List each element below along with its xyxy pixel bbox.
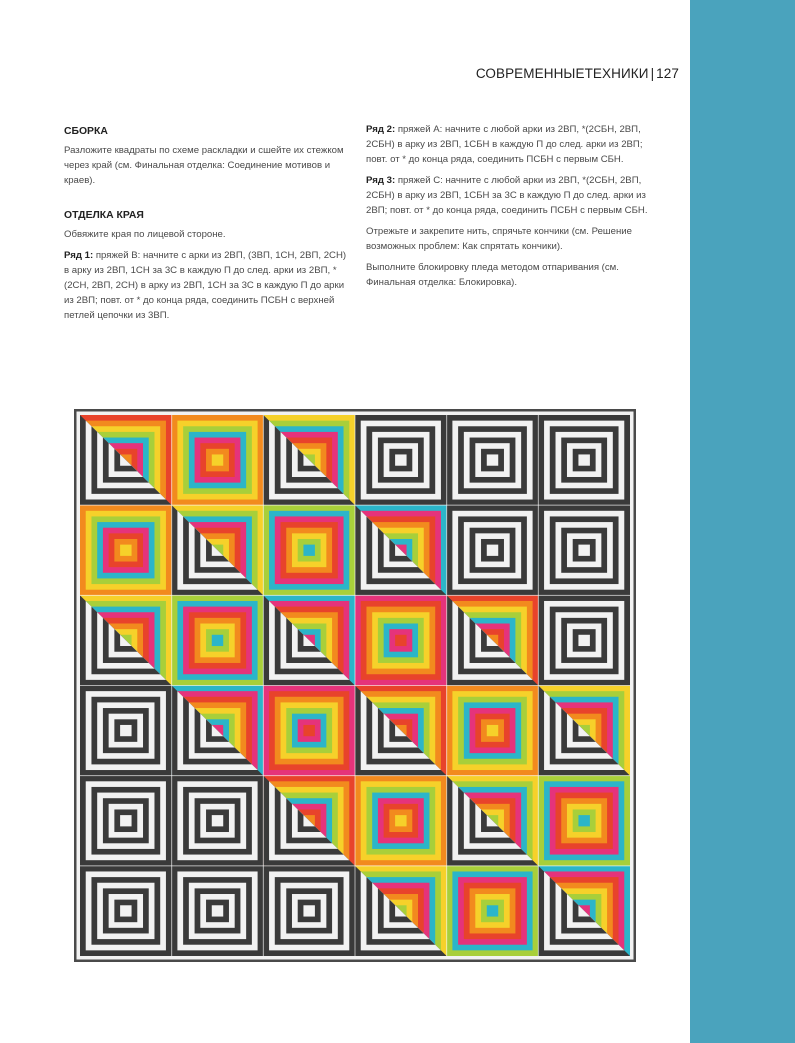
edging-heading: ОТДЕЛКА КРАЯ: [64, 210, 144, 221]
blanket-square: [80, 595, 172, 685]
blanket-square: [447, 415, 539, 505]
blanket-square: [538, 595, 630, 685]
blanket-square: [263, 686, 355, 776]
blanket-square: [355, 505, 447, 595]
side-color-strip: [690, 0, 795, 1043]
blanket-square: [263, 776, 355, 866]
row1-label: Ряд 1:: [64, 250, 94, 261]
blanket-square: [172, 686, 264, 776]
square-ring: [120, 725, 131, 736]
blanket-square: [355, 595, 447, 685]
blanket-square: [447, 866, 539, 956]
right-text-column: [366, 122, 651, 296]
row2-instruction: [366, 122, 651, 167]
square-ring: [395, 454, 406, 465]
left-text-column: [64, 122, 349, 329]
row3-instruction: [366, 173, 651, 218]
assembly-heading: СБОРКА: [64, 126, 108, 137]
blanket-square: [355, 415, 447, 505]
blanket-square: [80, 505, 172, 595]
blanket-square: [447, 595, 539, 685]
finish-text: Отрежьте и закрепите нить, спрячьте кончики (см. Решение возможных проблем: Как спрятать кончики).: [366, 226, 632, 252]
square-ring: [120, 815, 131, 826]
blocking-text: Выполните блокировку пледа методом отпаривания (см. Финальная отделка: Блокировка).: [366, 262, 619, 288]
square-ring: [578, 635, 589, 646]
blanket-square: [355, 776, 447, 866]
blanket-square: [80, 776, 172, 866]
blanket-square: [172, 415, 264, 505]
blanket-square: [538, 686, 630, 776]
blanket-square: [538, 415, 630, 505]
blanket-square: [80, 686, 172, 776]
edging-text: Обвяжите края по лицевой стороне.: [64, 229, 226, 240]
assembly-text: Разложите квадраты по схеме раскладки и сшейте их стежком через край (см. Финальная отделка: Соединение мотивов и краев).: [64, 145, 344, 186]
blanket-square: [355, 686, 447, 776]
square-ring: [120, 905, 131, 916]
blanket-square: [447, 686, 539, 776]
blanket-square: [538, 776, 630, 866]
square-ring: [212, 905, 223, 916]
blanket-square: [447, 776, 539, 866]
blanket-square: [263, 866, 355, 956]
blanket-square: [538, 866, 630, 956]
row3-label: Ряд 3:: [366, 175, 396, 186]
section-title: СОВРЕМЕННЫЕТЕХНИКИ: [475, 66, 649, 81]
blanket-square: [263, 415, 355, 505]
square-ring: [487, 545, 498, 556]
square-ring: [303, 905, 314, 916]
square-ring: [578, 545, 589, 556]
row2-label: Ряд 2:: [366, 124, 396, 135]
blanket-square: [538, 505, 630, 595]
blanket-square: [80, 866, 172, 956]
row1-text: пряжей B: начните с арки из 2ВП, (3ВП, 1СН, 2ВП, 2СН) в арку из 2ВП, 1СН за 3С в каждую П до след. арки из 2ВП, *(2СН, 2ВП, 2СН) в арку из 2ВП, 1СН за 3С в каждую П до арки из 2ВП; повт. от * до конца ряда, соединить ПСБН с верхней петлей цепочки из 3ВП.: [64, 250, 347, 321]
blanket-square: [80, 415, 172, 505]
blanket-square: [172, 866, 264, 956]
blanket-square: [172, 505, 264, 595]
running-head: [476, 66, 679, 81]
row2-text: пряжей A: начните с любой арки из 2ВП, *(2СБН, 2ВП, 2СБН) в арку из 2ВП, 1СБН в каждую П до след. арки из 2ВП; повт. от * до конца ряда, соединить ПСБН с первым СБН.: [366, 124, 643, 165]
blanket-square: [172, 595, 264, 685]
square-ring: [487, 454, 498, 465]
page-number: 127: [656, 66, 679, 81]
header-separator: |: [650, 66, 655, 81]
blanket-square: [263, 595, 355, 685]
row3-text: пряжей C: начните с любой арки из 2ВП, *(2СБН, 2ВП, 2СБН) в арку из 2ВП, 1СБН за 3С в каждую П до след. арки из 2ВП; повт. от * до конца ряда, соединить ПСБН с первым СБН.: [366, 175, 648, 216]
row1-instruction: [64, 248, 349, 323]
square-ring: [578, 454, 589, 465]
blanket-square: [355, 866, 447, 956]
blanket-square: [263, 505, 355, 595]
blanket-square: [172, 776, 264, 866]
blanket-illustration: [74, 409, 636, 962]
blanket-photo: [74, 409, 636, 962]
blanket-square: [447, 505, 539, 595]
square-ring: [212, 815, 223, 826]
